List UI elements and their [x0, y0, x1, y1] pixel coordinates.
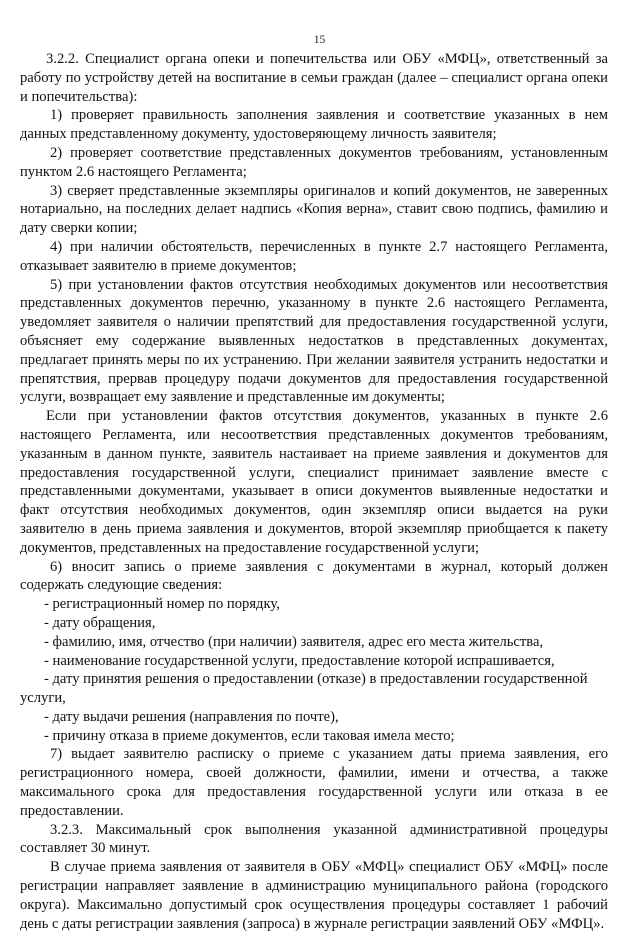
- paragraph-3-2-2: 3.2.2. Специалист органа опеки и попечительства или ОБУ «МФЦ», ответственный за работу по устройству детей на воспитание в семьи граждан (далее – специалист органа опеки и попечительства):: [20, 51, 608, 105]
- journal-field-refusal-reason: - причину отказа в приеме документов, если таковая имела место;: [44, 727, 455, 744]
- list-item-7: 7) выдает заявителю расписку о приеме с указанием даты приема заявления, его регистрационного номера, своей должности, фамилии, имени и отчества, а также максимального срока для предоставления государственной услуги или отказа в ее предоставлении.: [20, 746, 608, 819]
- list-item-5: 5) при установлении фактов отсутствия необходимых документов или несоответствия представленных документов перечню, указанному в пункте 2.6 настоящего Регламента, уведомляет заявителя о наличии препятствий для предоставления государственной услуги, объясняет ему содержание выявленных недостатков в представленных документах, предлагает принять меры по их устранению. При желании заявителя устранить недостатки и препятствия, прервав процедуру подачи документов для предоставления государственной услуги, возвращает ему заявление и представленные им документы;: [20, 276, 608, 406]
- document-body: [20, 50, 608, 933]
- journal-field-service-name: - наименование государственной услуги, предоставление которой испрашивается,: [44, 652, 555, 669]
- list-item-4: 4) при наличии обстоятельств, перечисленных в пункте 2.7 настоящего Регламента, отказывает заявителю в приеме документов;: [20, 238, 608, 274]
- page-number: 15: [313, 34, 326, 46]
- list-item-3: 3) сверяет представленные экземпляры оригиналов и копий документов, не заверенных нотариально, на последних делает надпись «Копия верна», ставит свою подпись, фамилию и дату сверки копии;: [20, 182, 608, 237]
- journal-field-decision-date-line2: услуги,: [20, 690, 66, 707]
- journal-field-applicant: - фамилию, имя, отчество (при наличии) заявителя, адрес его места жительства,: [44, 633, 544, 650]
- journal-field-date: - дату обращения,: [44, 614, 156, 631]
- journal-field-issue-date: - дату выдачи решения (направления по почте),: [44, 708, 339, 725]
- paragraph-mfc: В случае приема заявления от заявителя в ОБУ «МФЦ» специалист ОБУ «МФЦ» после регистрации направляет заявление в администрацию муниципального района (городского округа). Максимально допустимый срок осуществления процедуры составляет 1 рабочий день с даты регистрации заявления (запроса) в журнале регистрации заявлений ОБУ «МФЦ».: [20, 859, 608, 932]
- list-item-6: 6) вносит запись о приеме заявления с документами в журнал, который должен содержать следующие сведения:: [20, 558, 608, 594]
- paragraph-missing-documents: Если при установлении фактов отсутствия документов, указанных в пункте 2.6 настоящего Регламента, или несоответствия представленных документов требованиям, указанным в данном пункте, заявитель настаивает на приеме заявления и документов для предоставления государственной услуги, специалист принимает заявление вместе с представленными документами, указывает в описи документов выявленные недостатки и факт отсутствия необходимых документов, один экземпляр описи выдается на руки заявителю в день приема заявления и документов, второй экземпляр приобщается к пакету документов, представленных на предоставление государственной услуги;: [20, 408, 608, 556]
- journal-field-decision-date-line1: - дату принятия решения о предоставлении (отказе) в предоставлении государственной: [44, 671, 588, 688]
- journal-field-decision-date: [20, 670, 608, 708]
- journal-field-registration-number: - регистрационный номер по порядку,: [44, 596, 280, 613]
- list-item-1: 1) проверяет правильность заполнения заявления и соответствие указанных в нем данных представленному документу, удостоверяющему личность заявителя;: [20, 107, 608, 143]
- paragraph-3-2-3: 3.2.3. Максимальный срок выполнения указанной административной процедуры составляет 30 минут.: [20, 821, 608, 857]
- list-item-2: 2) проверяет соответствие представленных документов требованиям, установленным пунктом 2.6 настоящего Регламента;: [20, 144, 608, 180]
